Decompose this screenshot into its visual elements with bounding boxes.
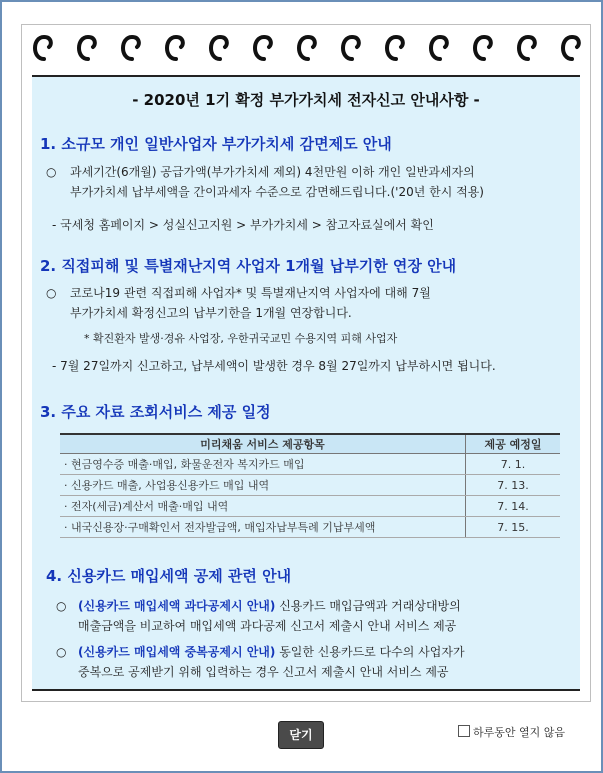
table-cell-item: · 현금영수증 매출·매입, 화물운전자 복지카드 매입: [60, 454, 466, 475]
circle-bullet: ○: [56, 645, 67, 659]
table-cell-date: 7. 1.: [466, 454, 561, 475]
table-cell-date: 7. 13.: [466, 475, 561, 496]
table-row: [60, 517, 560, 538]
table-cell-date: 7. 14.: [466, 496, 561, 517]
section-2-footnote: * 확진환자 발생·경유 사업장, 우한귀국교민 수용지역 피해 사업자: [84, 332, 398, 345]
notice-title: - 2020년 1기 확정 부가가치세 전자신고 안내사항 -: [132, 91, 480, 109]
section-4-item-2-line2: 중복으로 공제받기 위해 입력하는 경우 신고서 제출시 안내 서비스 제공: [78, 665, 449, 679]
table-cell-item: · 신용카드 매출, 사업용신용카드 매입 내역: [60, 475, 466, 496]
circle-bullet: ○: [56, 599, 67, 613]
section-1-heading: 1. 소규모 개인 일반사업자 부가가치세 감면제도 안내: [40, 135, 392, 153]
section-2-deadline: - 7월 27일까지 신고하고, 납부세액이 발생한 경우 8월 27일까지 납부하시면 됩니다.: [52, 359, 496, 373]
table-header: 미리채움 서비스 제공항목: [60, 434, 466, 454]
close-button[interactable]: 닫기: [278, 721, 324, 749]
schedule-table: [60, 433, 560, 538]
table-row: [60, 496, 560, 517]
section-2-text-line2: 부가가치세 확정신고의 납부기한을 1개월 연장합니다.: [70, 306, 352, 320]
section-1-text-line1: 과세기간(6개월) 공급가액(부가가치세 제외) 4천만원 이하 개인 일반과세자의: [70, 165, 475, 179]
notice-content[interactable]: [21, 24, 591, 702]
table-cell-item: · 내국신용장·구매확인서 전자발급액, 매입자납부특례 기납부세액: [60, 517, 466, 538]
section-4-item-2-line1: [78, 643, 465, 662]
table-header: 제공 예정일: [466, 434, 561, 454]
circle-bullet: ○: [46, 165, 57, 179]
hide-today-checkbox[interactable]: [458, 725, 470, 737]
section-4-item-2-label: (신용카드 매입세액 중복공제시 안내): [78, 645, 276, 659]
table-cell-date: 7. 15.: [466, 517, 561, 538]
circle-bullet: ○: [46, 286, 57, 300]
section-4-item-1-line1: [78, 597, 461, 616]
section-2-heading: 2. 직접피해 및 특별재난지역 사업자 1개월 납부기한 연장 안내: [40, 257, 457, 275]
hide-today-label: 하루동안 열지 않음: [473, 726, 566, 739]
section-4-item-2-text: 동일한 신용카드로 다수의 사업자가: [275, 645, 465, 659]
section-4-item-1-text: 신용카드 매입금액과 거래상대방의: [275, 599, 461, 613]
hide-today-option[interactable]: [458, 724, 565, 740]
section-2-text-line1: 코로나19 관련 직접피해 사업자* 및 특별재난지역 사업자에 대해 7월: [70, 286, 431, 300]
spiral-binding-rings: [22, 25, 590, 75]
notice-panel: [32, 75, 580, 691]
table-row: [60, 475, 560, 496]
table-row: [60, 454, 560, 475]
section-1-reference: - 국세청 홈페이지 > 성실신고지원 > 부가가치세 > 참고자료실에서 확인: [52, 218, 434, 232]
section-4-heading: 4. 신용카드 매입세액 공제 관련 안내: [46, 567, 292, 585]
section-4-item-1-label: (신용카드 매입세액 과다공제시 안내): [78, 599, 276, 613]
section-1-text-line2: 부가가치세 납부세액을 간이과세자 수준으로 감면해드립니다.('20년 한시 적용): [70, 185, 484, 199]
section-3-heading: 3. 주요 자료 조회서비스 제공 일정: [40, 403, 271, 421]
section-4-item-1-line2: 매출금액을 비교하여 매입세액 과다공제 신고서 제출시 안내 서비스 제공: [78, 619, 457, 633]
table-cell-item: · 전자(세금)계산서 매출·매입 내역: [60, 496, 466, 517]
